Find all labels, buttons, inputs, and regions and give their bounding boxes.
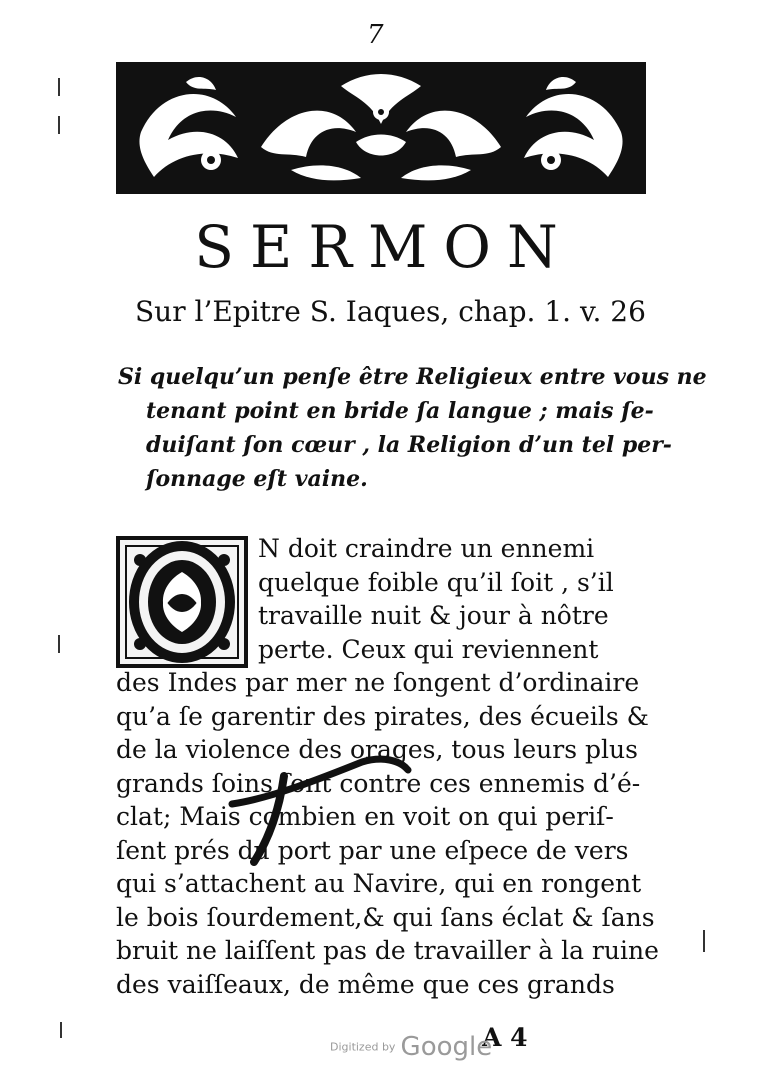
body-line: grands ſoins ſont contre ces ennemis d’é- [116, 768, 641, 798]
epigraph-line: ſonnage eſt vaine. [146, 466, 368, 492]
margin-mark [60, 1022, 62, 1038]
ink-scribble-mark [212, 742, 452, 872]
margin-mark [58, 78, 60, 96]
body-line: bruit ne laiſſent pas de travailler à la ruine [116, 936, 659, 965]
body-line: quelque foible qu’il ſoit , s’il [258, 567, 614, 597]
body-line: de la violence des orages, tous leurs plus [116, 735, 638, 764]
page-number: 7 [367, 20, 384, 50]
margin-mark [58, 635, 60, 653]
page-title: SERMON [194, 213, 574, 281]
body-line: qui s’attachent au Navire, qui en rongent [116, 869, 642, 898]
epigraph-line: tenant point en bride ſa langue ; mais ſe- [146, 398, 654, 424]
page-signature: A 4 [482, 1023, 528, 1052]
watermark-prefix: Digitized by [330, 1040, 396, 1054]
digitized-watermark [330, 1032, 492, 1062]
epigraph [118, 360, 707, 496]
body-line: le bois ſourdement,& qui ſans éclat & ſans [116, 902, 655, 932]
body-line: des Indes par mer ne ſongent d’ordinaire [116, 668, 640, 697]
body-line: clat; Mais combien en voit on qui periſ- [116, 802, 614, 831]
epigraph-line: Si quelqu’un penſe être Religieux entre vous ne [118, 364, 707, 390]
body-line: ſent prés du port par une eſpece de vers [116, 835, 629, 865]
body-line: qu’a ſe garentir des pirates, des écueils & [116, 701, 649, 731]
margin-mark [703, 930, 705, 952]
body-line: des vaiſſeaux, de même que ces grands [116, 969, 615, 999]
decorative-headpiece-icon [116, 62, 646, 194]
epigraph-line: duiſant ſon cœur , la Religion d’un tel per- [146, 432, 672, 458]
watermark-google: Google [400, 1032, 493, 1062]
page-subtitle: Sur l’Epitre S. Iaques, chap. 1. v. 26 [135, 295, 646, 328]
margin-mark [58, 116, 60, 134]
body-line: N doit craindre un ennemi [258, 534, 595, 563]
body-line: travaille nuit & jour à nôtre [258, 601, 609, 630]
body-line: perte. Ceux qui reviennent [258, 634, 599, 664]
